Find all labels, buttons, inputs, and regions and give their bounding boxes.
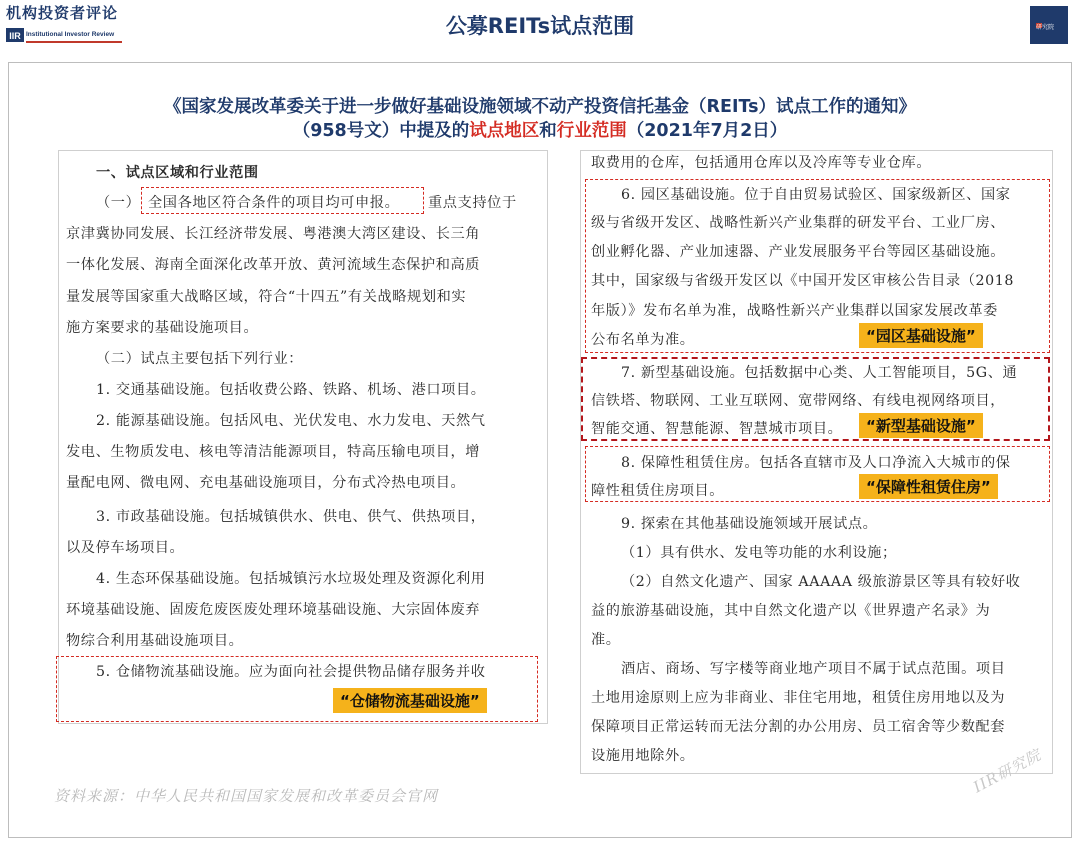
watermark: IIR研究院 xyxy=(970,745,1045,797)
tag-new-infrastructure: “新型基础设施” xyxy=(859,413,983,438)
paragraph-line: 智能交通、智慧能源、智慧城市项目。 xyxy=(591,421,843,437)
badge-text: 研究院 xyxy=(1036,24,1055,31)
logo-divider xyxy=(26,41,122,43)
paragraph-line: （二）试点主要包括下列行业： xyxy=(96,351,304,367)
logo-chinese-name: 机构投资者评论 xyxy=(6,4,119,22)
paragraph-line: 准。 xyxy=(591,632,621,648)
paragraph-line: 酒店、商场、写字楼等商业地产项目不属于试点范围。项目 xyxy=(621,661,1006,677)
paragraph-line: 重点支持位于 xyxy=(428,195,517,211)
paragraph-line: 5. 仓储物流基础设施。应为面向社会提供物品储存服务并收 xyxy=(96,664,486,680)
paragraph-line: 环境基础设施、固废危废医废处理环境基础设施、大宗固体废弃 xyxy=(66,602,481,618)
paragraph-line: 保障项目正常运转而无法分割的办公用房、员工宿舍等少数配套 xyxy=(591,719,1006,735)
paragraph-line: 量配电网、微电网、充电基础设施项目，分布式冷热电项目。 xyxy=(66,475,466,491)
paragraph-line: 公布名单为准。 xyxy=(591,332,695,348)
paragraph-line: 2. 能源基础设施。包括风电、光伏发电、水力发电、天然气 xyxy=(96,413,486,429)
paragraph-line: 益的旅游基础设施，其中自然文化遗产以《世界遗产名录》为 xyxy=(591,603,991,619)
paragraph-line: 8. 保障性租赁住房。包括各直辖市及人口净流入大城市的保 xyxy=(621,455,1011,471)
paragraph-line: （2）自然文化遗产、国家 AAAAA 级旅游景区等具有较好收 xyxy=(621,574,1021,590)
logo-mark-text: IIR xyxy=(9,31,21,41)
paragraph-line: 信铁塔、物联网、工业互联网、宽带网络、有线电视网络项目， xyxy=(591,393,1006,409)
highlight-industry-scope: 行业范围 xyxy=(556,121,627,141)
tag-warehouse-logistics: “仓储物流基础设施” xyxy=(333,688,487,713)
paragraph-line: 一体化发展、海南全面深化改革开放、黄河流域生态保护和高质 xyxy=(66,257,481,273)
paragraph-line: （一） xyxy=(96,195,141,211)
paragraph-line: 设施用地除外。 xyxy=(591,748,695,764)
paragraph-line: 1. 交通基础设施。包括收费公路、铁路、机场、港口项目。 xyxy=(96,382,486,398)
paragraph-line: 施方案要求的基础设施项目。 xyxy=(66,320,259,336)
notice-title: 《国家发展改革委关于进一步做好基础设施领域不动产投资信托基金（REITs）试点工作的通知》 xyxy=(164,97,916,117)
paragraph-line: 9. 探索在其他基础设施领域开展试点。 xyxy=(621,516,878,532)
source-note: 资料来源：中华人民共和国国家发展和改革委员会官网 xyxy=(54,787,439,805)
research-institute-badge xyxy=(1030,6,1068,44)
paragraph-line: 量发展等国家重大战略区域，符合“十四五”有关战略规划和实 xyxy=(66,289,467,305)
paragraph-line: 年版）》发布名单为准，战略性新兴产业集群以国家发展改革委 xyxy=(591,303,998,319)
section-heading: 一、试点区域和行业范围 xyxy=(96,165,259,181)
notice-subtitle: （958号文）中提及的试点地区和行业范围（2021年7月2日） xyxy=(292,121,788,141)
paragraph-line: 取费用的仓库，包括通用仓库以及冷库等专业仓库。 xyxy=(591,155,932,171)
paragraph-line: 级与省级开发区、战略性新兴产业集群的研发平台、工业厂房、 xyxy=(591,215,1006,231)
paragraph-line: 土地用途原则上应为非商业、非住宅用地，租赁住房用地以及为 xyxy=(591,690,1006,706)
paragraph-line: 3. 市政基础设施。包括城镇供水、供电、供气、供热项目， xyxy=(96,509,486,525)
paragraph-line: 6. 园区基础设施。位于自由贸易试验区、国家级新区、国家 xyxy=(621,187,1011,203)
highlight-box-all-regions xyxy=(141,187,424,214)
paragraph-line: 障性租赁住房项目。 xyxy=(591,483,725,499)
paragraph-line: 物综合利用基础设施项目。 xyxy=(66,633,244,649)
paragraph-line: 7. 新型基础设施。包括数据中心类、人工智能项目，5G、通 xyxy=(621,365,1018,381)
paragraph-line: 以及停车场项目。 xyxy=(66,540,185,556)
paragraph-line: 其中，国家级与省级开发区以《中国开发区审核公告目录（2018 xyxy=(591,273,1014,289)
paragraph-line: 4. 生态环保基础设施。包括城镇污水垃圾处理及资源化利用 xyxy=(96,571,486,587)
logo-english-name: Institutional Investor Review xyxy=(26,31,115,38)
paragraph-line: 创业孵化器、产业加速器、产业发展服务平台等园区基础设施。 xyxy=(591,244,1006,260)
paragraph-line: 京津冀协同发展、长江经济带发展、粤港澳大湾区建设、长三角 xyxy=(66,226,481,242)
paragraph-line: （1）具有供水、发电等功能的水利设施； xyxy=(621,545,897,561)
page-title: 公募REITs试点范围 xyxy=(445,14,635,38)
highlight-pilot-region: 试点地区 xyxy=(469,121,540,141)
tag-affordable-rental-housing: “保障性租赁住房” xyxy=(859,474,998,499)
paragraph-line: 发电、生物质发电、核电等清洁能源项目，特高压输电项目，增 xyxy=(66,444,481,460)
all-regions-eligible-text: 全国各地区符合条件的项目均可申报。 xyxy=(148,195,400,211)
tag-park-infrastructure: “园区基础设施” xyxy=(859,323,983,348)
